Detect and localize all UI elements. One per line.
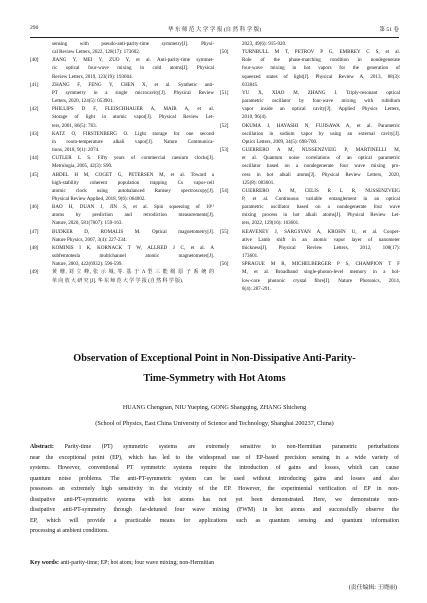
reference-line: vapor inside an optical cavity[J]. Applied Physics Letters, <box>242 106 400 113</box>
reference-line: high-stability coherent population trapping Cs vapor-cell <box>52 179 214 186</box>
volume-label: 第 51 卷 <box>379 27 399 33</box>
reference-line: M, et al. Broadband single-photon-level memory in a hol- <box>242 269 400 276</box>
reference-entry <box>220 187 400 228</box>
reference-line: oscillation in sodium vapor by using an external cavity[J]. <box>242 130 400 137</box>
reference-number: [49] <box>30 269 39 276</box>
reference-line: PT symmetry in a single microcavity[J]. Physical Review <box>52 89 214 96</box>
reference-line: ric optical four-wave mixing in cold atoms[J]. Physical <box>52 65 214 72</box>
reference-entry <box>220 89 400 122</box>
references-left-column <box>30 40 214 285</box>
reference-line: thickness[J]. Physical Review Letters, 2012, 108(17): <box>242 244 400 251</box>
reference-entry <box>220 228 400 261</box>
reference-line: et al. Quantum noise correlations of an optical parametric <box>242 155 400 162</box>
reference-line: BAO H, DUAN J, JIN S, et al. Spin squeezing of 10¹¹ <box>52 204 214 211</box>
reference-entry <box>30 171 214 204</box>
reference-number: [47] <box>30 228 39 235</box>
reference-line: KOMINIS I K, KORNACK T W, ALLRED J C, et al. A <box>52 244 214 251</box>
reference-entry <box>30 130 214 154</box>
reference-number: [41] <box>30 81 39 88</box>
reference-line: Nature, 2003, 422(6932): 596-599. <box>52 261 123 268</box>
reference-entry <box>30 203 214 227</box>
reference-entry <box>30 268 214 284</box>
reference-line: GUERRERO A M, CELIS R L R, NUSSENZVEIG <box>242 187 400 194</box>
reference-entry <box>220 40 400 48</box>
reference-line: cess in hot alkali atoms[J]. Physical Review Letters, 2020, <box>242 171 400 178</box>
editor-note: (责任编辑: 王晓丽) <box>348 585 397 591</box>
reference-line: Nature Physics, 2007, 3(4): 227-234. <box>52 236 127 243</box>
reference-line: TURNBULL M T, PETROV P G, EMBREY C S, et al. <box>242 49 400 56</box>
reference-number: [50] <box>220 49 229 56</box>
reference-line: Optics Letters, 2009, 34(5): 698-700. <box>242 138 318 145</box>
references-right-column <box>220 40 400 293</box>
reference-line: ative Lamb shift in an atomic vapor layer of nanometer <box>242 236 400 243</box>
reference-entry <box>30 228 214 244</box>
reference-number: [51] <box>220 89 229 96</box>
reference-number: [55] <box>220 228 229 235</box>
abstract <box>30 442 399 537</box>
reference-number: [54] <box>220 187 229 194</box>
reference-line: KATZ O, FIRSTENBERG O. Light storage for one second <box>52 130 214 137</box>
page-header <box>30 25 399 37</box>
reference-line: atoms by prediction and retrodiction measurements[J]. <box>52 212 214 219</box>
reference-line: PHILLIPS D F, FLEISCHHAUER A, MAIR A, et al. <box>52 106 214 113</box>
title-line: Time-Symmetry with Hot Atoms <box>143 372 286 384</box>
reference-line: squeezed states of light[J]. Physical Review A, 2013, 88(3): <box>242 73 400 80</box>
abstract-line: systems. However, conventional PT symmetric systems require the introduction of gains and losses, which can cause <box>30 465 399 471</box>
paper-title <box>30 349 399 388</box>
reference-line: four-wave mixing in hot vapors for the generation of <box>242 65 400 72</box>
reference-number: [52] <box>220 122 229 129</box>
reference-number: [56] <box>220 261 229 268</box>
reference-line: cal Review Letters, 2022, 128(17): 173602. <box>52 49 141 56</box>
reference-number: [44] <box>30 155 39 162</box>
reference-entry <box>220 260 400 293</box>
reference-line: parametric oscillator by four-wave mixing with rubidium <box>242 98 400 105</box>
reference-line: sensing with pseudo-anti-parity-time symmetry[J]. Physi- <box>52 41 214 47</box>
reference-number: [40] <box>30 57 39 64</box>
abstract-line: quantum noise problems. The anti-PT-symmetric system can be used without introducing gains and losses and also <box>30 475 399 482</box>
reference-line: 黄 珊, 刘 立 峰, 张 示 城, 等. 基 于 Λ 型 三 能 级 原 子 系 统 的 <box>52 269 214 276</box>
reference-line: ters, 2022, 129(16): 163601. <box>242 220 300 227</box>
reference-line: P, et al. Continuous variable entanglement in an optical <box>242 195 400 202</box>
reference-line: KEAVENEY J, SARGSYAN A, KROHN U, et al. Cooper- <box>242 228 400 235</box>
reference-line: Letters, 2020, 124(5): 053901. <box>52 98 114 105</box>
reference-line: BUDKER D, ROMALIS M. Optical magnetometry[J]. <box>52 228 214 235</box>
keywords-text: anti-parity-time; EP; hot atom; four wave mixing; non-Hermitian <box>60 560 215 566</box>
abstract-label: Abstract: <box>30 444 54 450</box>
reference-number: [46] <box>30 204 39 211</box>
reference-line: Nature, 2020, 581(7807): 159-163. <box>52 220 123 227</box>
authors: HUANG Chengnan, NIU Yueping, GONG Shangqing, ZHANG Shicheng <box>122 404 307 411</box>
reference-line: Review Letters, 2019, 123(19): 193604. <box>52 73 133 80</box>
abstract-line: dissipative anti-PT-symmetry through far-detuned four wave mixing (FWM) in hot atoms and successfully observe the <box>30 507 399 513</box>
header-rule <box>30 37 399 38</box>
reference-line: subfemtotesla multichannel atomic magnetometer[J]. <box>52 253 214 260</box>
reference-line: 173601. <box>242 253 259 260</box>
reference-line: CUTLER L S. Fifty years of commercial caesium clocks[J]. <box>52 155 214 162</box>
reference-entry <box>30 40 214 56</box>
reference-line: JIANG Y, MEI Y, ZUO Y, et al. Anti-parity-time symmet- <box>52 57 214 64</box>
reference-line: SPRAGUE M R, MICHELBERGER P S, CHAMPION T F <box>242 261 400 268</box>
reference-entry <box>30 56 214 80</box>
reference-entry <box>30 81 214 105</box>
reference-entry <box>30 105 214 129</box>
reference-line: ABDEL H M, COGET G, PETERSEN M, et al. Toward a <box>52 171 214 178</box>
reference-line: GUERRERO A M, NUSSENZVEIG P, MARTINELLI M, <box>242 147 400 154</box>
abstract-line: Abstract: Parity-time (PT) symmetric systems are extremely sensitive to non-Hermitian parametric perturbations <box>30 444 399 450</box>
reference-line: 单 向 放 大 研 究 [J]. 华 东 师 范 大 学 学 报 (自 然 科 学 版), <box>52 277 184 284</box>
abstract-line: EP, which will provide a practicable means for applications such as quantum sensing and quantum information <box>30 517 399 524</box>
affiliation: (School of Physics, East China University of Science and Technology, Shanghai 200237, China) <box>95 420 334 427</box>
reference-line: 8(4): 287-291. <box>242 285 272 292</box>
abstract-line: processing at ambient conditions. <box>30 528 109 534</box>
reference-line: Role of the phase-matching condition in nondegenerate <box>242 57 400 64</box>
reference-line: atomic clock using autobalanced Ramsey spectroscopy[J]. <box>52 187 214 194</box>
reference-line: OKUMA J, HAYASHI N, FUJISAWA A, et al. Parametric <box>242 122 400 129</box>
reference-line: Physical Review Applied, 2018, 9(6): 064002. <box>52 195 146 202</box>
reference-entry <box>220 48 400 89</box>
reference-line: mixing process in hot alkali atoms[J]. Physical Review Let- <box>242 212 400 219</box>
abstract-line: possesses an extremely high sensitivity in the vicinity of the EP. However, the experimental verification of EP in non- <box>30 486 399 492</box>
reference-line: tions, 2018, 9(1): 2074. <box>52 147 100 154</box>
reference-entry <box>30 154 214 170</box>
reference-number: [48] <box>30 244 39 251</box>
reference-number: [45] <box>30 171 39 178</box>
reference-line: parametric oscillator based on a nondegenerate four wave <box>242 204 400 211</box>
reference-line: 2010, 96(4). <box>242 114 267 121</box>
keywords-label: Key words: <box>30 560 59 566</box>
reference-line: 125(8): 083601. <box>242 179 275 186</box>
reference-number: [43] <box>30 130 39 137</box>
reference-line: in room-temperature alkali vapor[J]. Nature Communica- <box>52 138 214 145</box>
reference-number: [42] <box>30 106 39 113</box>
reference-line: YU X, XIAO M, ZHANG J. Triply-resonant optical <box>242 89 400 96</box>
reference-entry <box>220 122 400 146</box>
reference-line: Storage of light in atomic vapor[J]. Physical Review Let- <box>52 114 214 121</box>
keywords <box>30 560 399 566</box>
reference-line: oscillator based on a nondegenerate four wave mixing pro- <box>242 163 400 170</box>
abstract-line: near the exceptional point (EP), which has led to the widespread use of EP-based precision sensing in a wide variety of <box>30 454 399 461</box>
reference-number: [53] <box>220 147 229 154</box>
abstract-line: dissipative anti-PT-symmetric systems with hot atoms has not yet been demonstrated. Here, we demonstrate non- <box>30 496 399 503</box>
journal-name: 华 东 师 范 大 学 学 报 (自 然 科 学 版) <box>167 27 262 33</box>
reference-line: 2023, 49(6): 915-920. <box>242 41 287 47</box>
page-number: 290 <box>30 25 39 31</box>
reference-entry <box>30 244 214 268</box>
reference-line: Metrologia, 2005, 42(3): S90. <box>52 163 113 170</box>
reference-line: ZHANG F, FENG Y, CHEN X, et al. Synthetic anti- <box>52 81 214 88</box>
reference-line: low-core photonic crystal fibre[J]. Nature Photonics, 2014, <box>242 277 400 284</box>
title-line: Observation of Exceptional Point in Non-Dissipative Anti-Parity- <box>73 353 356 364</box>
reference-entry <box>220 146 400 187</box>
reference-line: ters, 2001, 86(5): 783. <box>52 122 97 129</box>
reference-line: 033845. <box>242 81 259 88</box>
